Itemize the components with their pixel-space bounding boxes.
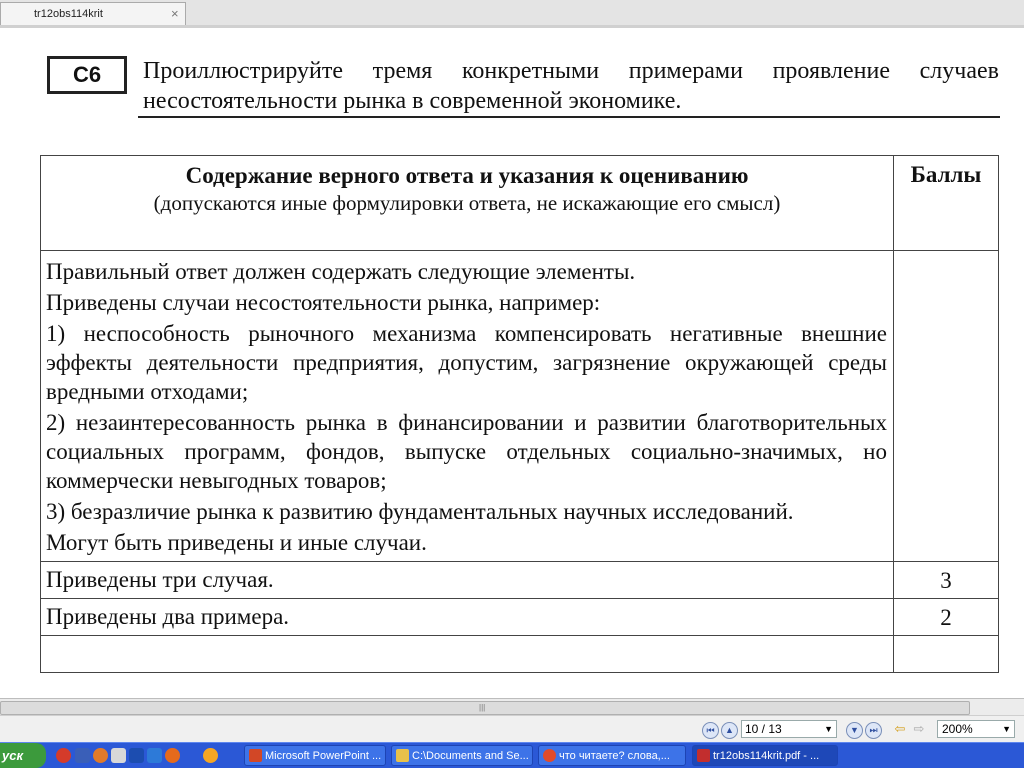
table-row: [41, 636, 999, 673]
criterion-score: 2: [894, 599, 999, 636]
answer-line: Приведены случаи несостоятельности рынка, например:: [46, 290, 601, 315]
app-icon[interactable]: [129, 748, 144, 763]
table-header-row: [41, 156, 999, 251]
pdf-icon: [697, 749, 710, 762]
prev-page-icon[interactable]: ▲: [721, 722, 738, 739]
page-number-value: 10 / 13: [745, 722, 782, 736]
start-label: уск: [2, 748, 24, 763]
tab-strip: [0, 0, 1024, 27]
answer-line: Могут быть приведены и иные случаи.: [46, 530, 427, 555]
task-label: что читаете? слова,...: [559, 750, 670, 762]
answer-item-1: 1) неспособность рыночного механизма компенсировать негативные внешние эффекты деятельности предприятия, допустим, загрязнение окружающей среды вредными отходами;: [46, 321, 887, 404]
score-header: Баллы: [894, 156, 999, 251]
zoom-select[interactable]: [937, 720, 1015, 738]
table-row: [41, 599, 999, 636]
criterion-score-cut: [894, 636, 999, 673]
grading-table: [40, 155, 999, 673]
save-icon[interactable]: [75, 748, 90, 763]
scrollbar-thumb[interactable]: [0, 701, 970, 715]
answer-item-3: 3) безразличие рынка к развитию фундаментальных научных исследований.: [46, 499, 794, 524]
tab-title: tr12obs114krit: [34, 8, 103, 20]
answer-header-cell: [41, 156, 894, 251]
document-page: [0, 28, 1024, 698]
score-cell-empty: [894, 251, 999, 562]
chevron-down-icon[interactable]: ▼: [1002, 724, 1011, 734]
table-row: [41, 251, 999, 562]
forward-icon[interactable]: ⇨: [913, 721, 925, 736]
media-icon[interactable]: [93, 748, 108, 763]
first-page-icon[interactable]: ⏮: [702, 722, 719, 739]
answer-line: Правильный ответ должен содержать следующие элементы.: [46, 259, 636, 284]
close-icon[interactable]: ×: [171, 6, 179, 21]
firefox-alt-icon[interactable]: [203, 748, 218, 763]
horizontal-scrollbar[interactable]: [0, 698, 1024, 716]
question-code: C6: [47, 56, 127, 94]
opera-icon[interactable]: [56, 748, 71, 763]
back-icon[interactable]: ⇦: [894, 721, 906, 736]
criterion-text: Приведены два примера.: [41, 599, 894, 636]
task-label: tr12obs114krit.pdf - ...: [713, 750, 820, 762]
task-explorer[interactable]: [391, 745, 533, 766]
powerpoint-icon: [249, 749, 262, 762]
table-row: [41, 562, 999, 599]
answer-header-subtitle: (допускаются иные формулировки ответа, не искажающие его смысл): [153, 191, 781, 215]
mail-icon[interactable]: [111, 748, 126, 763]
answer-header-title: Содержание верного ответа и указания к оцениванию: [185, 163, 749, 188]
last-page-icon[interactable]: ⏭: [865, 722, 882, 739]
task-label: C:\Documents and Se...: [412, 750, 529, 762]
viewer-toolbar: [0, 715, 1024, 743]
task-browser[interactable]: [538, 745, 686, 766]
question-underline: [138, 116, 1000, 118]
criterion-text: Приведены три случая.: [41, 562, 894, 599]
explorer-icon[interactable]: [147, 748, 162, 763]
folder-icon: [396, 749, 409, 762]
zoom-value: 200%: [942, 722, 973, 736]
next-page-icon[interactable]: ▼: [846, 722, 863, 739]
page-number-input[interactable]: [741, 720, 837, 738]
start-button[interactable]: [0, 743, 46, 768]
question-text: Проиллюстрируйте тремя конкретными примерами проявление случаев несостоятельности рынка в современной экономике.: [143, 58, 999, 114]
taskbar: [0, 742, 1024, 768]
task-powerpoint[interactable]: [244, 745, 386, 766]
grip-icon: |||: [479, 703, 486, 712]
document-tab[interactable]: [0, 2, 186, 25]
answer-content-cell: [41, 251, 894, 562]
browser-icon: [543, 749, 556, 762]
chevron-down-icon[interactable]: ▼: [824, 724, 833, 734]
criterion-text-cut: [41, 636, 894, 673]
task-pdf[interactable]: [692, 745, 838, 766]
criterion-score: 3: [894, 562, 999, 599]
firefox-icon[interactable]: [165, 748, 180, 763]
answer-item-2: 2) незаинтересованность рынка в финансировании и развитии благотворительных социальных программ, фондов, выпуске отдельных социально-значимых, но коммерчески невыгодных товаров;: [46, 410, 887, 493]
task-label: Microsoft PowerPoint ...: [265, 750, 382, 762]
